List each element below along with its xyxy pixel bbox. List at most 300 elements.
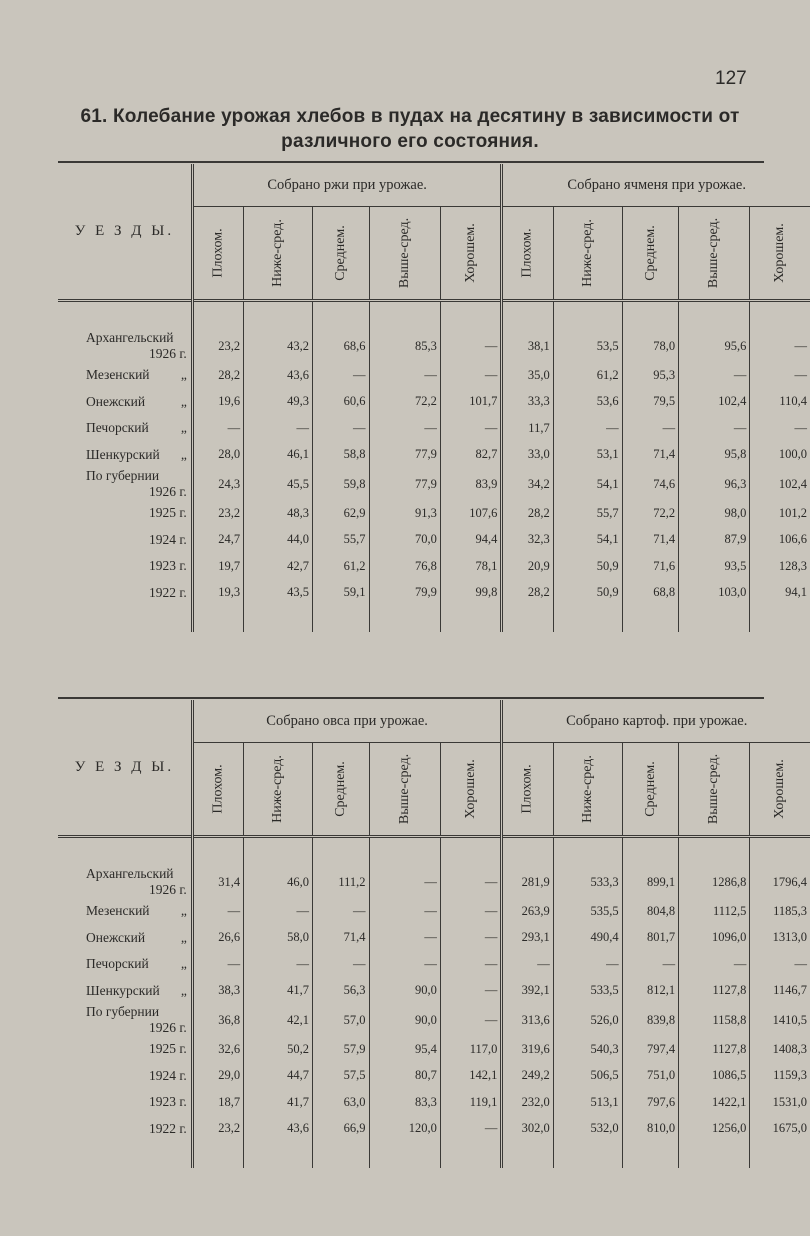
row-label (58, 580, 192, 607)
table-cell: 535,5 (553, 898, 622, 925)
table-cell: 263,9 (502, 898, 553, 925)
table-cell: 810,0 (622, 1116, 679, 1143)
table-cell: 57,9 (312, 1036, 369, 1063)
table-cell: 44,7 (244, 1063, 313, 1090)
table-cell: 120,0 (369, 1116, 440, 1143)
table-cell: 70,0 (369, 527, 440, 554)
table-cell: 751,0 (622, 1063, 679, 1090)
table-row (58, 978, 810, 1005)
district-name: По губернии (86, 468, 160, 483)
table-cell: 53,1 (553, 442, 622, 469)
row-year: „ (180, 367, 187, 383)
row-label (58, 442, 192, 469)
row-label (58, 468, 192, 500)
district-name: По губернии (86, 1004, 160, 1019)
table-cell: — (192, 415, 243, 442)
page-number: 127 (715, 68, 747, 89)
table-cell: — (369, 362, 440, 389)
table-cell: 513,1 (553, 1089, 622, 1116)
table-cell: 32,6 (192, 1036, 243, 1063)
table-cell: 71,6 (622, 553, 679, 580)
table1-top-rule (58, 161, 764, 163)
column-header: Ниже-сред. (244, 743, 313, 837)
table-cell: 20,9 (502, 553, 553, 580)
table-cell: 899,1 (622, 866, 679, 898)
table-cell: 71,4 (312, 925, 369, 952)
table-cell: 60,6 (312, 389, 369, 416)
table-cell: 28,2 (502, 500, 553, 527)
row-year: 1925 г. (149, 1041, 187, 1057)
table-cell: 281,9 (502, 866, 553, 898)
group-header-2: Собрано картоф. при урожае. (502, 700, 810, 743)
table-cell: 48,3 (244, 500, 313, 527)
table-cell: 46,1 (244, 442, 313, 469)
table-cell: 1410,5 (750, 1004, 810, 1036)
table-cell: 61,2 (312, 553, 369, 580)
table-cell: 53,5 (553, 330, 622, 362)
table-cell: 111,2 (312, 866, 369, 898)
table-cell: 68,6 (312, 330, 369, 362)
table-cell: — (440, 898, 502, 925)
table-cell: 61,2 (553, 362, 622, 389)
column-header: Плохом. (192, 207, 243, 301)
table-cell: 1158,8 (679, 1004, 750, 1036)
table-cell: 66,9 (312, 1116, 369, 1143)
column-header: Хорошем. (440, 207, 502, 301)
row-year: „ (180, 903, 187, 919)
table-cell: 797,4 (622, 1036, 679, 1063)
table-cell: 31,4 (192, 866, 243, 898)
row-label (58, 527, 192, 554)
column-header: Хорошем. (750, 207, 810, 301)
column-header: Ниже-сред. (553, 743, 622, 837)
table-cell: 540,3 (553, 1036, 622, 1063)
table-row (58, 415, 810, 442)
row-label (58, 951, 192, 978)
table-cell: 533,5 (553, 978, 622, 1005)
column-header: Выше-сред. (679, 207, 750, 301)
row-label (58, 415, 192, 442)
column-header: Хорошем. (440, 743, 502, 837)
table-cell: 41,7 (244, 1089, 313, 1116)
table-cell: 83,3 (369, 1089, 440, 1116)
table-row (58, 1116, 810, 1143)
row-label (58, 362, 192, 389)
table-row (58, 527, 810, 554)
row-label (58, 925, 192, 952)
column-header: Выше-сред. (369, 207, 440, 301)
table-cell: — (312, 362, 369, 389)
table-cell: 128,3 (750, 553, 810, 580)
table-cell: 103,0 (679, 580, 750, 607)
row-label (58, 898, 192, 925)
group-header-2: Собрано ячменя при урожае. (502, 164, 810, 207)
uezd-header: У Е З Д Ы. (74, 759, 175, 775)
table-cell: 34,2 (502, 468, 553, 500)
row-label (58, 866, 192, 898)
row-year: 1923 г. (149, 558, 187, 574)
row-year: „ (180, 420, 187, 436)
column-header: Хорошем. (750, 743, 810, 837)
table-cell: 1531,0 (750, 1089, 810, 1116)
table-cell: 801,7 (622, 925, 679, 952)
table-cell: 23,2 (192, 1116, 243, 1143)
table-row (58, 1063, 810, 1090)
table-cell: 11,7 (502, 415, 553, 442)
table-cell: 59,1 (312, 580, 369, 607)
column-header: Плохом. (502, 743, 553, 837)
table-cell: 18,7 (192, 1089, 243, 1116)
district-name: Онежский (86, 929, 146, 945)
table-cell: — (440, 415, 502, 442)
table-cell: 57,0 (312, 1004, 369, 1036)
table-cell: — (312, 415, 369, 442)
column-header: Плохом. (502, 207, 553, 301)
table-cell: 1408,3 (750, 1036, 810, 1063)
table-cell: 78,1 (440, 553, 502, 580)
table-cell: 839,8 (622, 1004, 679, 1036)
table-cell: — (440, 866, 502, 898)
table-cell: 96,3 (679, 468, 750, 500)
row-year: „ (180, 446, 187, 462)
table-cell: — (369, 898, 440, 925)
table-cell: 85,3 (369, 330, 440, 362)
row-year: 1926 г. (149, 346, 187, 361)
table-cell: 533,3 (553, 866, 622, 898)
table-cell: 42,1 (244, 1004, 313, 1036)
table-cell: 49,3 (244, 389, 313, 416)
table-cell: 33,3 (502, 389, 553, 416)
table-row (58, 553, 810, 580)
table-cell: 72,2 (622, 500, 679, 527)
table-cell: 50,9 (553, 553, 622, 580)
row-year: „ (180, 956, 187, 972)
group-header-1: Собрано ржи при урожае. (192, 164, 502, 207)
table-cell: 94,4 (440, 527, 502, 554)
table-cell: 506,5 (553, 1063, 622, 1090)
table-cell: 55,7 (312, 527, 369, 554)
uezd-header: У Е З Д Ы. (74, 223, 175, 239)
table-cell: 1146,7 (750, 978, 810, 1005)
table-row (58, 330, 810, 362)
table-row (58, 898, 810, 925)
table-cell: — (369, 866, 440, 898)
column-header: Ниже-сред. (244, 207, 313, 301)
table-cell: 83,9 (440, 468, 502, 500)
table-cell: 1422,1 (679, 1089, 750, 1116)
table-cell: 91,3 (369, 500, 440, 527)
table-cell: 1675,0 (750, 1116, 810, 1143)
table2-top-rule (58, 697, 764, 699)
table-cell: 1185,3 (750, 898, 810, 925)
table-cell: 28,2 (502, 580, 553, 607)
table-row (58, 442, 810, 469)
table-cell: 1127,8 (679, 1036, 750, 1063)
table-cell: 1127,8 (679, 978, 750, 1005)
table-cell: 90,0 (369, 1004, 440, 1036)
table-row (58, 1036, 810, 1063)
table-cell: 95,6 (679, 330, 750, 362)
district-name: Мезенский (86, 367, 150, 383)
table-cell: 36,8 (192, 1004, 243, 1036)
table-cell: 63,0 (312, 1089, 369, 1116)
row-year: 1922 г. (149, 1120, 187, 1136)
table-cell: 1096,0 (679, 925, 750, 952)
table-cell: — (244, 898, 313, 925)
district-name: Архангельский (86, 330, 174, 345)
table-cell: 74,6 (622, 468, 679, 500)
row-year: „ (180, 929, 187, 945)
table-row (58, 1004, 810, 1036)
table-cell: 68,8 (622, 580, 679, 607)
table-cell: 28,2 (192, 362, 243, 389)
table-cell: 95,4 (369, 1036, 440, 1063)
row-label (58, 389, 192, 416)
table-cell: 293,1 (502, 925, 553, 952)
table-cell: 812,1 (622, 978, 679, 1005)
table-cell: 43,5 (244, 580, 313, 607)
table-row (58, 951, 810, 978)
row-year: 1924 г. (149, 531, 187, 547)
table-cell: 19,7 (192, 553, 243, 580)
group-header-1: Собрано овса при урожае. (192, 700, 502, 743)
table-cell: 77,9 (369, 442, 440, 469)
table-cell: 110,4 (750, 389, 810, 416)
row-year: 1922 г. (149, 584, 187, 600)
row-year: 1926 г. (149, 1020, 187, 1035)
column-header: Среднем. (622, 207, 679, 301)
table-cell: 45,5 (244, 468, 313, 500)
table-cell: 38,3 (192, 978, 243, 1005)
row-label (58, 1036, 192, 1063)
row-label (58, 1116, 192, 1143)
table-cell: 32,3 (502, 527, 553, 554)
table-cell: 532,0 (553, 1116, 622, 1143)
table-cell: 43,6 (244, 362, 313, 389)
table-cell: — (369, 951, 440, 978)
table-cell: 76,8 (369, 553, 440, 580)
table-cell: 1112,5 (679, 898, 750, 925)
table-cell: 43,2 (244, 330, 313, 362)
row-label (58, 1063, 192, 1090)
row-year: „ (180, 982, 187, 998)
table-cell: 24,3 (192, 468, 243, 500)
row-year: 1925 г. (149, 505, 187, 521)
table-cell: 78,0 (622, 330, 679, 362)
table-cell: 302,0 (502, 1116, 553, 1143)
table-cell: 43,6 (244, 1116, 313, 1143)
table-cell: — (750, 362, 810, 389)
table-cell: 62,9 (312, 500, 369, 527)
table-cell: 100,0 (750, 442, 810, 469)
table-cell: 80,7 (369, 1063, 440, 1090)
table-cell: 42,7 (244, 553, 313, 580)
table-cell: 101,2 (750, 500, 810, 527)
row-year: 1923 г. (149, 1094, 187, 1110)
table-cell: 55,7 (553, 500, 622, 527)
row-label (58, 553, 192, 580)
table-cell: 71,4 (622, 527, 679, 554)
table-cell: 1286,8 (679, 866, 750, 898)
column-header: Плохом. (192, 743, 243, 837)
table-cell: 102,4 (750, 468, 810, 500)
table-cell: — (369, 415, 440, 442)
table-cell: 41,7 (244, 978, 313, 1005)
table-cell: — (679, 951, 750, 978)
row-label (58, 1089, 192, 1116)
table-cell: 29,0 (192, 1063, 243, 1090)
table-cell: 117,0 (440, 1036, 502, 1063)
table-cell: 102,4 (679, 389, 750, 416)
table-cell: — (440, 925, 502, 952)
table-cell: — (553, 951, 622, 978)
table-cell: 26,6 (192, 925, 243, 952)
table-row (58, 866, 810, 898)
table-cell: 232,0 (502, 1089, 553, 1116)
table-cell: 313,6 (502, 1004, 553, 1036)
table-cell: — (679, 415, 750, 442)
table-cell: 107,6 (440, 500, 502, 527)
table-cell: 19,6 (192, 389, 243, 416)
table-cell: — (312, 951, 369, 978)
row-label (58, 330, 192, 362)
table-cell: 1086,5 (679, 1063, 750, 1090)
table-cell: 526,0 (553, 1004, 622, 1036)
table-cell: 804,8 (622, 898, 679, 925)
table-cell: — (502, 951, 553, 978)
table-cell: 58,8 (312, 442, 369, 469)
table-row (58, 1089, 810, 1116)
table-row (58, 500, 810, 527)
table-cell: 44,0 (244, 527, 313, 554)
table-row (58, 925, 810, 952)
table-cell: 24,7 (192, 527, 243, 554)
table-cell: 1796,4 (750, 866, 810, 898)
table-cell: 1159,3 (750, 1063, 810, 1090)
table-cell: 98,0 (679, 500, 750, 527)
table-cell: 54,1 (553, 468, 622, 500)
column-header: Среднем. (312, 743, 369, 837)
table-cell: — (750, 330, 810, 362)
table-cell: — (440, 362, 502, 389)
row-year: 1926 г. (149, 882, 187, 897)
table-cell: 319,6 (502, 1036, 553, 1063)
table-cell: — (750, 951, 810, 978)
table-row (58, 389, 810, 416)
district-name: Печорский (86, 956, 149, 972)
table-cell: 71,4 (622, 442, 679, 469)
district-name: Онежский (86, 393, 146, 409)
table-cell: — (440, 978, 502, 1005)
table-cell: 99,8 (440, 580, 502, 607)
table-cell: 79,5 (622, 389, 679, 416)
table-cell: 72,2 (369, 389, 440, 416)
table-cell: 58,0 (244, 925, 313, 952)
table-cell: — (192, 951, 243, 978)
table-cell: — (192, 898, 243, 925)
table-cell: 797,6 (622, 1089, 679, 1116)
table-cell: 95,8 (679, 442, 750, 469)
table-cell: 142,1 (440, 1063, 502, 1090)
row-year: 1924 г. (149, 1067, 187, 1083)
table-cell: 119,1 (440, 1089, 502, 1116)
table-cell: 38,1 (502, 330, 553, 362)
table-row (58, 468, 810, 500)
table-cell: 1256,0 (679, 1116, 750, 1143)
table-cell: — (440, 330, 502, 362)
table-cell: 90,0 (369, 978, 440, 1005)
table-cell: 28,0 (192, 442, 243, 469)
table-cell: 79,9 (369, 580, 440, 607)
table-cell: 46,0 (244, 866, 313, 898)
table-cell: 53,6 (553, 389, 622, 416)
table-cell: 106,6 (750, 527, 810, 554)
table-cell: 33,0 (502, 442, 553, 469)
row-label (58, 1004, 192, 1036)
rye-barley-table (58, 164, 810, 632)
table-cell: 77,9 (369, 468, 440, 500)
table-cell: 392,1 (502, 978, 553, 1005)
table-cell: — (244, 415, 313, 442)
table-cell: 95,3 (622, 362, 679, 389)
row-label (58, 978, 192, 1005)
table-cell: 57,5 (312, 1063, 369, 1090)
district-name: Шенкурский (86, 446, 160, 462)
table-cell: 59,8 (312, 468, 369, 500)
table-cell: 87,9 (679, 527, 750, 554)
table-cell: 101,7 (440, 389, 502, 416)
table-cell: 54,1 (553, 527, 622, 554)
table-title: 61. Колебание урожая хлебов в пудах на десятину в зависимости от различного его состояния. (80, 106, 740, 152)
table-cell: — (750, 415, 810, 442)
table-cell: 35,0 (502, 362, 553, 389)
table-cell: — (440, 951, 502, 978)
table-cell: 50,9 (553, 580, 622, 607)
district-name: Архангельский (86, 866, 174, 881)
table-cell: — (622, 951, 679, 978)
row-year: 1926 г. (149, 484, 187, 499)
table-cell: 23,2 (192, 330, 243, 362)
table-cell: 82,7 (440, 442, 502, 469)
table-cell: — (440, 1116, 502, 1143)
table-cell: — (553, 415, 622, 442)
table-cell: 1313,0 (750, 925, 810, 952)
table-cell: — (369, 925, 440, 952)
table-cell: 94,1 (750, 580, 810, 607)
oats-potato-table (58, 700, 810, 1168)
row-year: „ (180, 393, 187, 409)
table-cell: 56,3 (312, 978, 369, 1005)
table-cell: — (679, 362, 750, 389)
column-header: Выше-сред. (369, 743, 440, 837)
district-name: Шенкурский (86, 982, 160, 998)
table-cell: 249,2 (502, 1063, 553, 1090)
column-header: Среднем. (312, 207, 369, 301)
table-row (58, 580, 810, 607)
table-cell: — (244, 951, 313, 978)
table-cell: — (622, 415, 679, 442)
column-header: Среднем. (622, 743, 679, 837)
table-row (58, 362, 810, 389)
district-name: Мезенский (86, 903, 150, 919)
table-cell: 490,4 (553, 925, 622, 952)
table-cell: 23,2 (192, 500, 243, 527)
table-cell: 93,5 (679, 553, 750, 580)
table-cell: — (440, 1004, 502, 1036)
column-header: Выше-сред. (679, 743, 750, 837)
table-cell: — (312, 898, 369, 925)
district-name: Печорский (86, 420, 149, 436)
